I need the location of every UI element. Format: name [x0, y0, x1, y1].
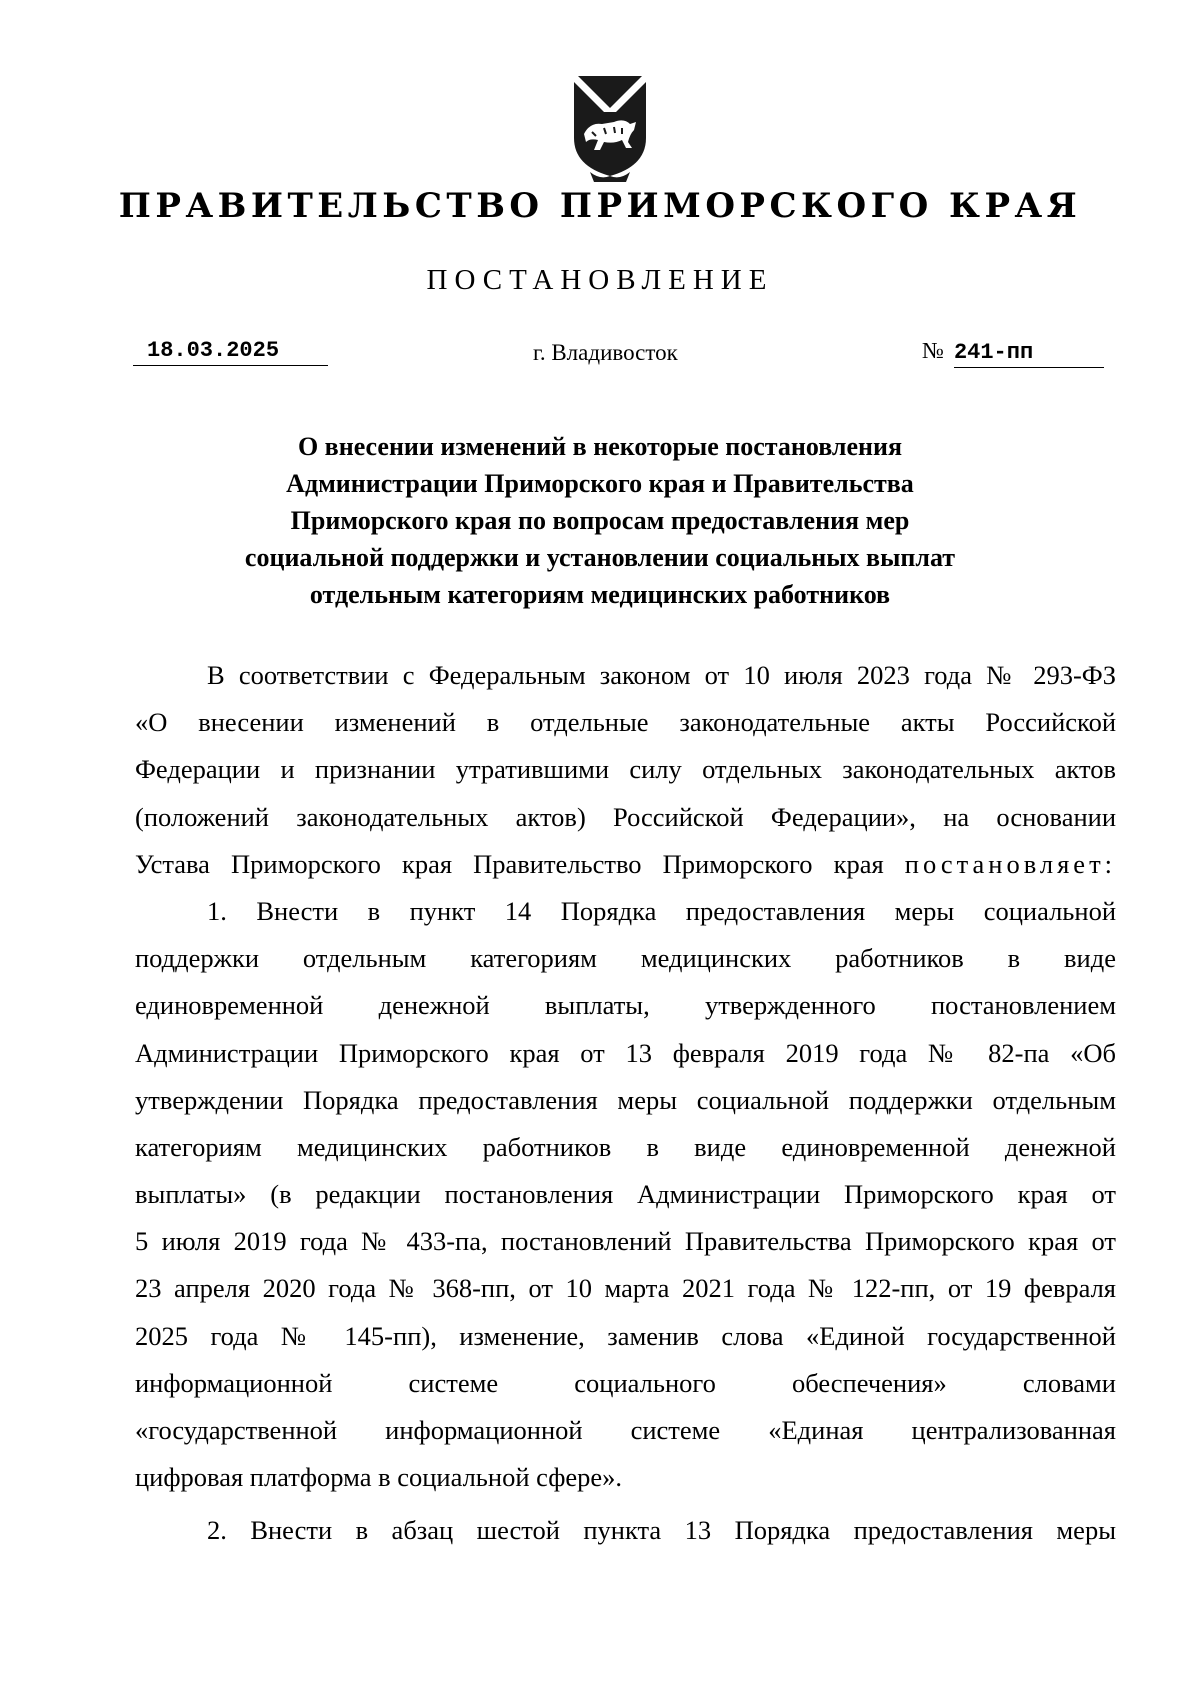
- item1-line: 23 апреля 2020 года № 368-пп, от 10 марта 2021 года № 122-пп, от 19 февраля: [135, 1273, 1116, 1304]
- decree-word: постановляет:: [904, 848, 1117, 879]
- organization-title: ПРАВИТЕЛЬСТВО ПРИМОРСКОГО КРАЯ: [118, 186, 1082, 226]
- preamble-line: Федерации и признании утратившими силу отдельных законодательных актов: [135, 754, 1116, 785]
- document-date: 18.03.2025: [133, 337, 328, 366]
- preamble-last-text: Устава Приморского края Правительство Приморского края: [135, 848, 884, 879]
- preamble-line: «О внесении изменений в отдельные законодательные акты Российской: [135, 707, 1116, 738]
- item1-line: 2025 года № 145-пп), изменение, заменив слова «Единой государственной: [135, 1320, 1116, 1351]
- heading-line: О внесении изменений в некоторые постановления: [297, 432, 903, 461]
- item1-line: «государственной информационной системе «Единая централизованная: [135, 1415, 1116, 1445]
- item1-line: Администрации Приморского края от 13 февраля 2019 года № 82-па «Об: [135, 1037, 1116, 1068]
- item1-line: категориям медицинских работников в виде единовременной денежной: [135, 1131, 1116, 1162]
- document-type: ПОСТАНОВЛЕНИЕ: [426, 264, 774, 296]
- number-value: 241-пп: [954, 339, 1104, 368]
- document-number: [922, 337, 1104, 368]
- heading-line: отдельным категориям медицинских работников: [309, 580, 891, 609]
- item1-line: единовременной денежной выплаты, утвержденного постановлением: [135, 990, 1116, 1021]
- heading-line: Приморского края по вопросам предоставления мер: [290, 506, 910, 535]
- item1-line: 1. Внести в пункт 14 Порядка предоставления меры социальной: [207, 895, 1116, 926]
- item1-line-last: цифровая платформа в социальной сфере».: [135, 1462, 623, 1493]
- item1-line: выплаты» (в редакции постановления Администрации Приморского края от: [135, 1179, 1116, 1210]
- document-city: г. Владивосток: [533, 340, 678, 365]
- item1-line: 5 июля 2019 года № 433-па, постановлений Правительства Приморского края от: [135, 1226, 1116, 1257]
- item1-line: утверждении Порядка предоставления меры социальной поддержки отдельным: [135, 1084, 1116, 1115]
- document-heading: [0, 428, 1200, 613]
- number-sign: №: [922, 338, 944, 363]
- preamble-line: В соответствии с Федеральным законом от 10 июля 2023 года № 293-ФЗ: [207, 660, 1116, 690]
- heading-line: социальной поддержки и установлении социальных выплат: [244, 543, 956, 572]
- item2-line: 2. Внести в абзац шестой пункта 13 Порядка предоставления меры: [207, 1515, 1116, 1546]
- item1-line: информационной системе социального обеспечения» словами: [135, 1367, 1116, 1398]
- coat-of-arms-emblem: [570, 72, 650, 184]
- item1-line: поддержки отдельным категориям медицинских работников в виде: [135, 943, 1116, 974]
- document-body: [135, 652, 1116, 1555]
- heading-line: Администрации Приморского края и Правительства: [286, 469, 914, 498]
- preamble-line-last: [135, 841, 1116, 888]
- preamble-line: (положений законодательных актов) Российской Федерации», на основании: [135, 801, 1116, 832]
